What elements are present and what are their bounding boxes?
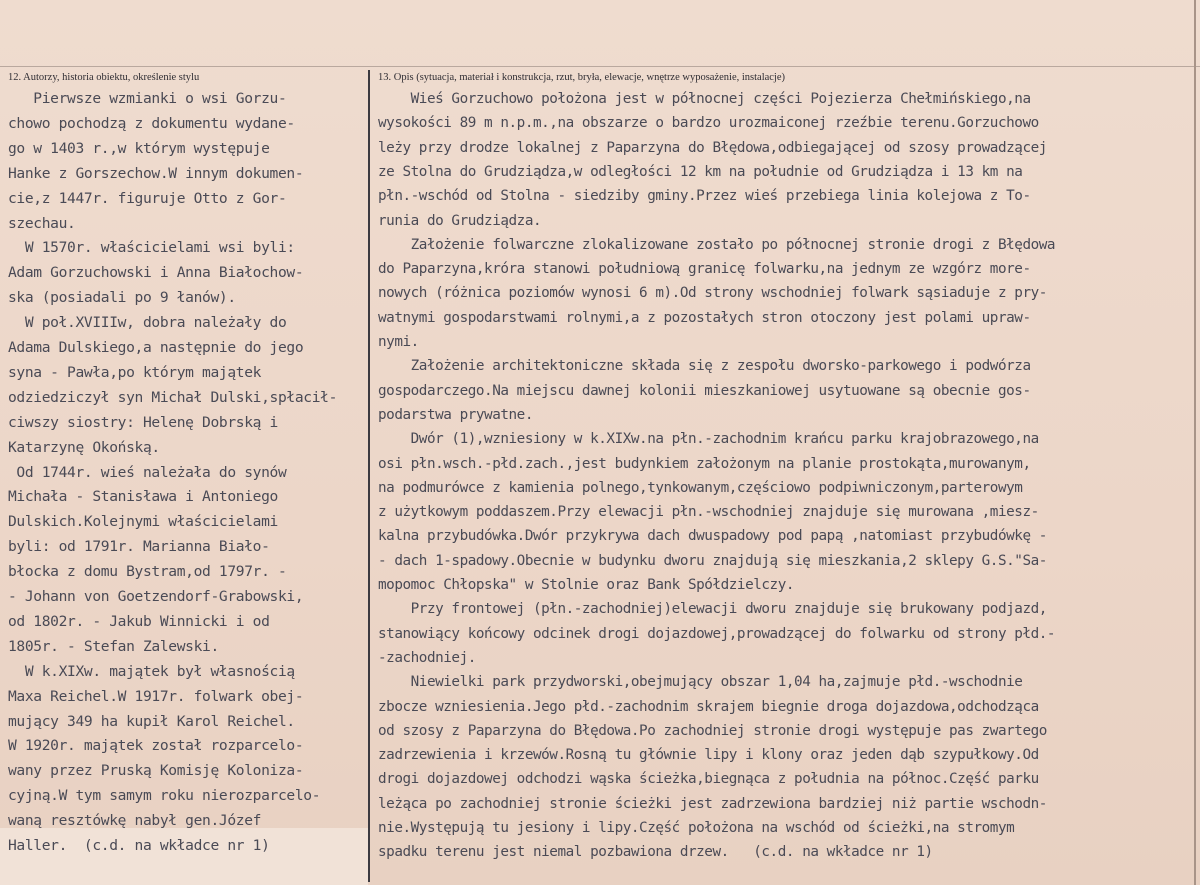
- page-edge: [1194, 0, 1196, 885]
- right-text-line: Dwór (1),wzniesiony w k.XIXw.na płn.-zachodnim krańcu parku krajobrazowego,na: [378, 431, 1039, 448]
- left-text-line: Od 1744r. wieś należała do synów: [8, 463, 287, 481]
- left-text-line: waną resztówkę nabył gen.Józef: [8, 812, 262, 830]
- right-text-line: -zachodniej.: [378, 649, 476, 666]
- right-text-line: stanowiący końcowy odcinek drogi dojazdowej,prowadzącej do folwarku od strony płd.-: [378, 625, 1056, 642]
- column-divider: [368, 70, 370, 882]
- left-text-line: byli: od 1791r. Marianna Biało-: [8, 538, 270, 556]
- left-text-line: Maxa Reichel.W 1917r. folwark obej-: [8, 687, 304, 705]
- right-text-line: leżąca po zachodniej stronie ścieżki jest zadrzewiona bardziej niż partie wschodn-: [378, 795, 1047, 812]
- left-text-line: Pierwsze wzmianki o wsi Gorzu-: [8, 90, 287, 107]
- right-text-line: od szosy z Paparzyna do Błędowa.Po zachodniej stronie drogi występuje pas zwartego: [378, 722, 1047, 739]
- right-text-line: do Paparzyna,króra stanowi południową granicę folwarku,na jednym ze wzgórz more-: [378, 261, 1031, 278]
- right-text-line: kalna przybudówka.Dwór przykrywa dach dwuspadowy pod papą ,natomiast przybudówkę -: [378, 528, 1047, 545]
- left-text-line: - Johann von Goetzendorf-Grabowski,: [8, 588, 304, 605]
- left-text-line: Adam Gorzuchowski i Anna Białochow-: [8, 264, 304, 282]
- top-rule: [0, 66, 1200, 67]
- left-text-line: W 1920r. majątek został rozparcelo-: [8, 737, 304, 755]
- left-text-line: W poł.XVIIIw, dobra należały do: [8, 314, 287, 332]
- left-text-line: Dulskich.Kolejnymi właścicielami: [8, 513, 278, 531]
- left-text-line: błocka z domu Bystram,od 1797r. -: [8, 563, 287, 581]
- right-text-line: leży przy drodze lokalnej z Paparzyna do Błędowa,odbiegającej od szosy prowadzącej: [378, 139, 1047, 156]
- right-text-line: watnymi gospodarstwami rolnymi,a z pozostałych stron otoczony jest polami upraw-: [378, 309, 1031, 326]
- right-text-line: płn.-wschód od Stolna - siedziby gminy.Przez wieś przebiega linia kolejowa z To-: [378, 188, 1031, 205]
- left-text-line: Haller. (c.d. na wkładce nr 1): [8, 837, 270, 854]
- right-text-line: runia do Grudziądza.: [378, 212, 542, 229]
- left-text-line: od 1802r. - Jakub Winnicki i od: [8, 612, 270, 630]
- left-text-line: cie,z 1447r. figuruje Otto z Gor-: [8, 189, 287, 207]
- right-text-line: Wieś Gorzuchowo położona jest w północnej części Pojezierza Chełmińskiego,na: [378, 91, 1031, 107]
- right-text-line: Założenie folwarczne zlokalizowane zostało po północnej stronie drogi z Błędowa: [378, 236, 1056, 253]
- right-text-line: nie.Występują tu jesiony i lipy.Część położona na wschód od ścieżki,na stromym: [378, 820, 1015, 836]
- right-text-line: na podmurówce z kamienia polnego,tynkowanym,częściowo podpiwniczonym,parterowym: [378, 479, 1023, 496]
- left-text-line: odziedziczył syn Michał Dulski,spłacił-: [8, 388, 338, 406]
- left-text-line: chowo pochodzą z dokumentu wydane-: [8, 114, 295, 132]
- left-text-line: Katarzynę Okońską.: [8, 438, 160, 456]
- left-text-line: ska (posiadali po 9 łanów).: [8, 289, 236, 307]
- right-text-line: Niewielki park przydworski,obejmujący obszar 1,04 ha,zajmuje płd.-wschodnie: [378, 674, 1023, 691]
- left-text-line: Adama Dulskiego,a następnie do jego: [8, 339, 304, 356]
- left-text-line: 1805r. - Stefan Zalewski.: [8, 637, 219, 655]
- right-text-line: zadrzewienia i krzewów.Rosną tu głównie lipy i klony oraz jeden dąb szypułkowy.Od: [378, 747, 1039, 764]
- right-text-line: z użytkowym poddaszem.Przy elewacji płn.-wschodniej znajduje się murowana ,miesz-: [378, 504, 1039, 521]
- right-text-line: gospodarczego.Na miejscu dawnej kolonii mieszkaniowej usytuowane są obecnie gos-: [378, 382, 1031, 399]
- right-text-line: Założenie architektoniczne składa się z zespołu dworsko-parkowego i podwórza: [378, 358, 1031, 375]
- left-text-line: ciwszy siostry: Helenę Dobrską i: [8, 413, 278, 431]
- right-text-line: spadku terenu jest niemal pozbawiona drzew. (c.d. na wkładce nr 1): [378, 844, 933, 861]
- right-text-line: - dach 1-spadowy.Obecnie w budynku dworu znajdują się mieszkania,2 sklepy G.S."Sa-: [378, 552, 1047, 569]
- right-text-line: nowych (różnica poziomów wynosi 6 m).Od strony wschodniej folwark sąsiaduje z pry-: [378, 285, 1047, 302]
- left-text-line: Michała - Stanisława i Antoniego: [8, 488, 278, 506]
- right-text-line: zbocze wzniesienia.Jego płd.-zachodnim skrajem biegnie droga dojazdowa,odchodząca: [378, 698, 1039, 715]
- right-text-line: wysokości 89 m n.p.m.,na obszarze o bardzo urozmaiconej rzeźbie terenu.Gorzuchowo: [378, 115, 1039, 132]
- left-text-line: szechau.: [8, 214, 76, 232]
- left-text-line: W k.XIXw. majątek był własnością: [8, 662, 295, 680]
- right-text-line: drogi dojazdowej odchodzi wąska ścieżka,biegnąca z południa na północ.Część parku: [378, 771, 1039, 788]
- right-text-line: Przy frontowej (płn.-zachodniej)elewacji dworu znajduje się brukowany podjazd,: [378, 601, 1047, 618]
- right-text-line: osi płn.wsch.-płd.zach.,jest budynkiem założonym na planie prostokąta,murowanym,: [378, 455, 1031, 472]
- right-text-line: mopomoc Chłopska" w Stolnie oraz Bank Spółdzielczy.: [378, 577, 795, 593]
- right-section-heading: 13. Opis (sytuacja, materiał i konstrukcja, rzut, bryła, elewacje, wnętrze wyposażenie, instalacje): [378, 72, 786, 83]
- right-text-line: podarstwa prywatne.: [378, 406, 533, 423]
- left-text-line: go w 1403 r.,w którym występuje: [8, 139, 270, 157]
- left-text-line: cyjną.W tym samym roku nierozparcelo-: [8, 787, 321, 805]
- right-text-line: ze Stolna do Grudziądza,w odległości 12 km na południe od Grudziądza i 13 km na: [378, 163, 1023, 180]
- left-section-heading: 12. Autorzy, historia obiektu, określenie stylu: [8, 72, 200, 83]
- left-text-line: Hanke z Gorszechow.W innym dokumen-: [8, 164, 304, 182]
- left-text-line: wany przez Pruską Komisję Koloniza-: [8, 762, 304, 780]
- left-text-line: W 1570r. właścicielami wsi byli:: [8, 239, 295, 257]
- left-text-line: syna - Pawła,po którym majątek: [8, 363, 262, 381]
- right-text-line: nymi.: [378, 334, 419, 350]
- left-text-line: mujący 349 ha kupił Karol Reichel.: [8, 712, 295, 730]
